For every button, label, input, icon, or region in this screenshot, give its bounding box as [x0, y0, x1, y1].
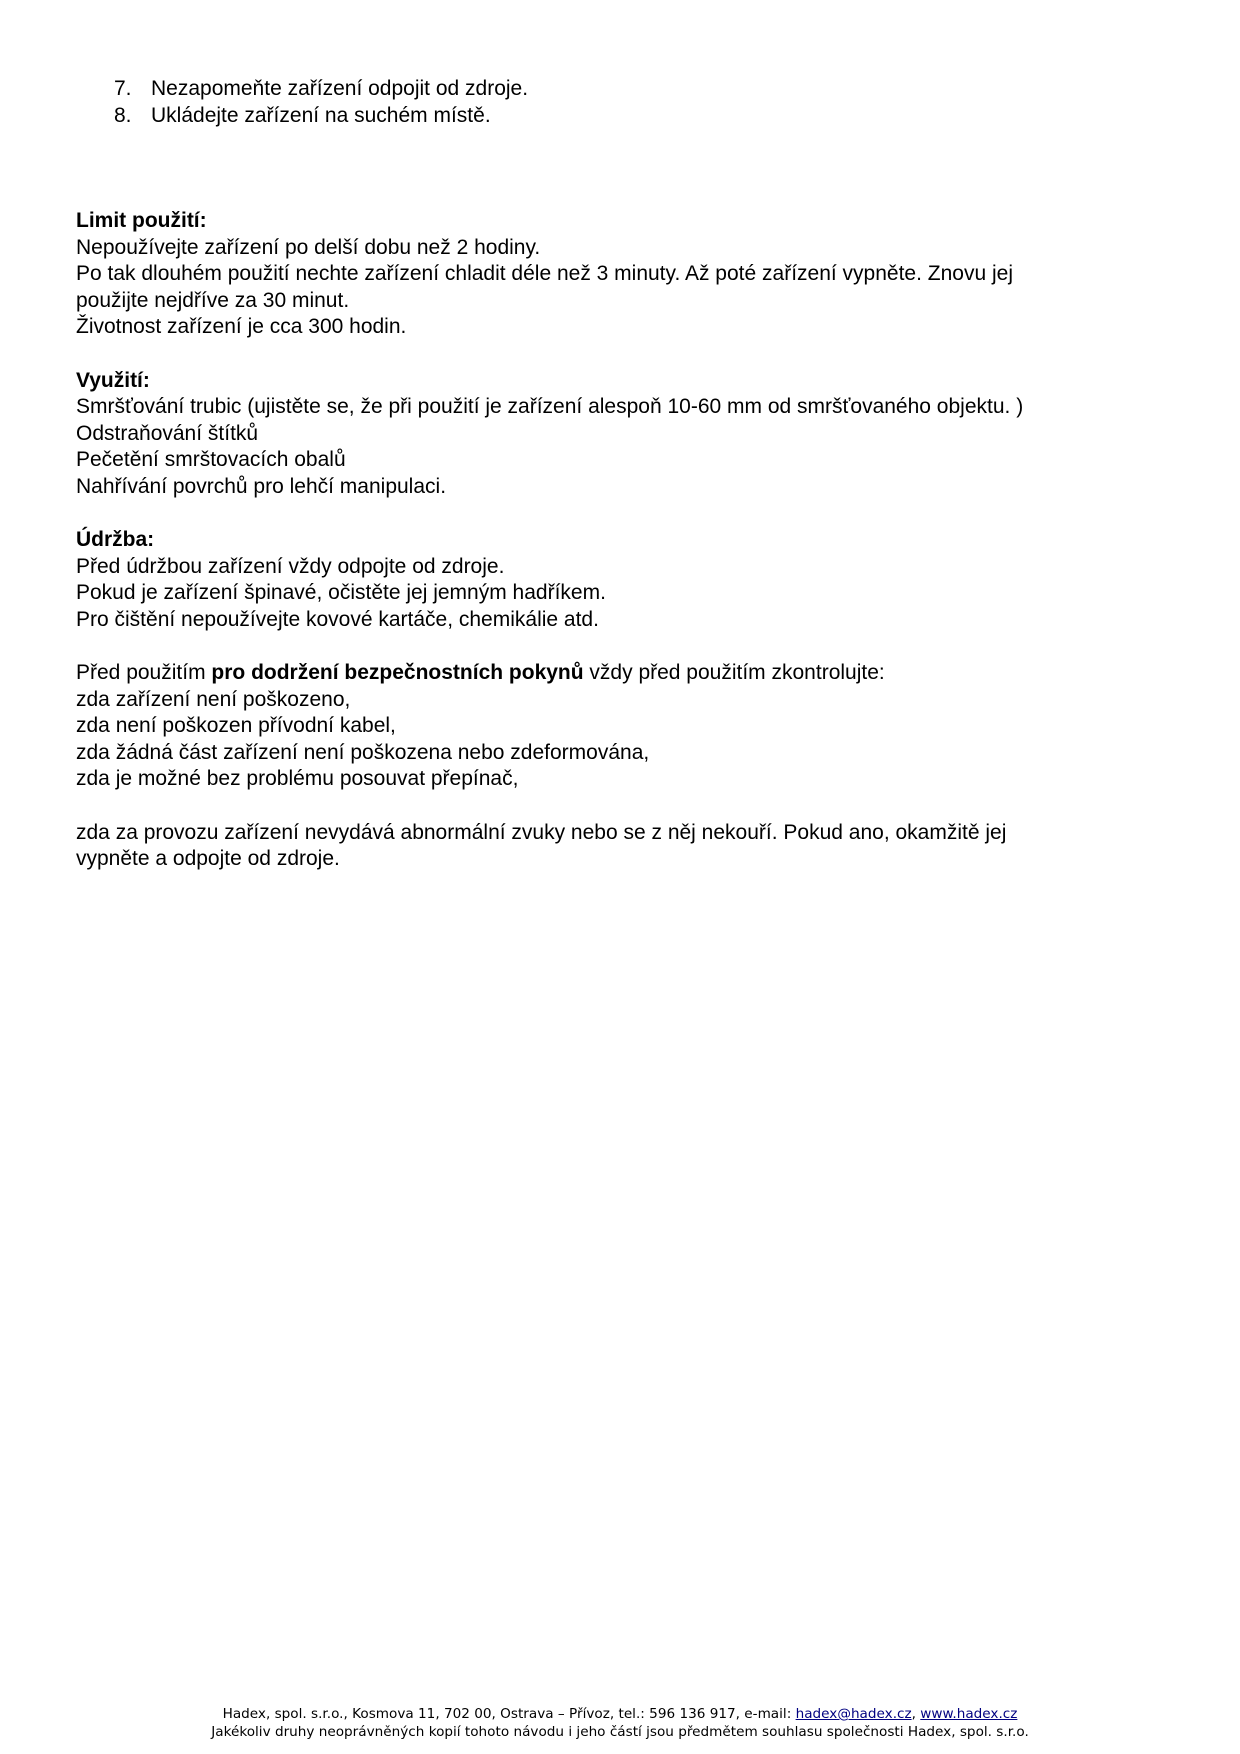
limit-line: použijte nejdříve za 30 minut. [76, 288, 350, 312]
footer-website-link[interactable]: www.hadex.cz [920, 1706, 1018, 1722]
document-body [76, 76, 1176, 873]
list-item-number: 7. [114, 77, 132, 100]
safety-check-intro [76, 660, 1176, 687]
safety-check-section [76, 660, 1176, 793]
numbered-list [76, 76, 1176, 129]
limit-line: Po tak dlouhém použití nechte zařízení chladit déle než 3 minuty. Až poté zařízení vypněte. Znovu jej [76, 262, 1013, 285]
page-footer [0, 1705, 1240, 1741]
footer-email-link[interactable]: hadex@hadex.cz [795, 1706, 912, 1722]
spacer [76, 633, 1176, 660]
final-note-section [76, 820, 1176, 873]
limit-section [76, 208, 1176, 341]
safety-check-line: zda žádná část zařízení není poškozena nebo zdeformována, [76, 740, 650, 764]
maintenance-line: Před údržbou zařízení vždy odpojte od zdroje. [76, 554, 505, 578]
spacer [76, 341, 1176, 368]
usage-heading: Využití: [76, 368, 150, 392]
safety-check-line: zda je možné bez problému posouvat přepínač, [76, 767, 519, 790]
list-item-text: Ukládejte zařízení na suchém místě. [151, 103, 491, 127]
footer-address: Hadex, spol. s.r.o., Kosmova 11, 702 00, Ostrava – Přívoz, tel.: 596 136 917, e-mail: [222, 1706, 796, 1722]
maintenance-line: Pokud je zařízení špinavé, očistěte jej jemným hadříkem. [76, 581, 606, 604]
limit-line: Životnost zařízení je cca 300 hodin. [76, 315, 407, 338]
usage-line: Smršťování trubic (ujistěte se, že při použití je zařízení alespoň 10-60 mm od smršťovaného objektu. ) [76, 395, 1024, 418]
limit-line: Nepoužívejte zařízení po delší dobu než 2 hodiny. [76, 235, 541, 259]
usage-line: Pečetění smrštovacích obalů [76, 448, 346, 471]
final-note-line: zda za provozu zařízení nevydává abnormální zvuky nebo se z něj nekouří. Pokud ano, okamžitě jej [76, 820, 1007, 844]
list-item [76, 103, 1176, 130]
maintenance-heading: Údržba: [76, 528, 155, 551]
spacer [76, 129, 1176, 208]
safety-intro-text: vždy před použitím zkontrolujte: [583, 661, 885, 684]
footer-contact-line [0, 1705, 1240, 1723]
footer-copyright-line: Jakékoliv druhy neoprávněných kopií tohoto návodu i jeho částí jsou předmětem souhlasu společnosti Hadex, spol. s.r.o. [211, 1724, 1029, 1740]
list-item-text: Nezapomeňte zařízení odpojit od zdroje. [151, 77, 529, 100]
maintenance-section [76, 527, 1176, 633]
safety-check-line: zda zařízení není poškozeno, [76, 687, 351, 711]
footer-separator: , [911, 1706, 921, 1722]
list-item [76, 76, 1176, 103]
safety-intro-bold: pro dodržení bezpečnostních pokynů [211, 661, 584, 684]
usage-section [76, 368, 1176, 501]
final-note-line: vypněte a odpojte od zdroje. [76, 847, 340, 870]
safety-intro-text: Před použitím [76, 661, 212, 684]
usage-line: Odstraňování štítků [76, 421, 259, 445]
safety-check-line: zda není poškozen přívodní kabel, [76, 714, 396, 737]
list-item-number: 8. [114, 103, 132, 127]
maintenance-line: Pro čištění nepoužívejte kovové kartáče, chemikálie atd. [76, 607, 599, 631]
spacer [76, 793, 1176, 820]
spacer [76, 500, 1176, 527]
limit-heading: Limit použití: [76, 209, 207, 232]
usage-line: Nahřívání povrchů pro lehčí manipulaci. [76, 474, 447, 498]
